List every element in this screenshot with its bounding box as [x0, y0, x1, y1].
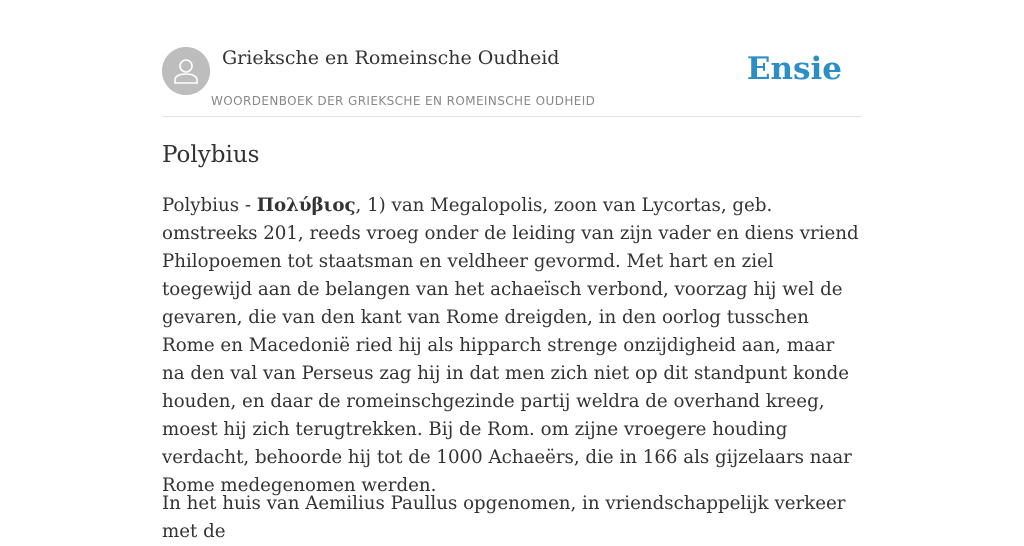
greek-term: Πολύβιος — [256, 195, 356, 216]
entry-title: Polybius — [162, 142, 260, 168]
page-container — [162, 0, 862, 542]
user-icon[interactable] — [162, 47, 210, 95]
site-subtitle: WOORDENBOEK DER GRIEKSCHE EN ROMEINSCHE OUDHEID — [211, 94, 596, 108]
brand-logo[interactable]: Ensie — [746, 51, 842, 87]
site-header — [162, 0, 862, 117]
entry-paragraph-2: In het huis van Aemilius Paullus opgenomen, in vriendschappelijk verkeer met de — [162, 493, 846, 542]
entry-paragraph — [162, 192, 862, 500]
paragraph-text: , 1) van Megalopolis, zoon van Lycortas, geb. omstreeks 201, reeds vroeg onder de leiding van zijn vader en diens vriend Philopoemen tot staatsman en veldheer gevormd. Met hart en ziel toegewijd aan de belangen van het achaeïsch verbond, voorzag hij wel de gevaren, die van den kant van Rome dreigden, in den oorlog tusschen Rome en Macedonië ried hij als hipparch strenge onzijdigheid aan, maar na den val van Perseus zag hij in dat men zich niet op dit standpunt konde houden, en daar de romeinschgezinde partij weldra de overhand kreeg, moest hij zich terugtrekken. Bij de Rom. om zijne vroegere houding verdacht, behoorde hij tot de 1000 Achaeërs, die in 166 als gijzelaars naar Rome medegenomen werden. — [162, 195, 859, 496]
site-title[interactable]: Grieksche en Romeinsche Oudheid — [222, 47, 560, 69]
paragraph-lead: Polybius - — [162, 195, 257, 216]
